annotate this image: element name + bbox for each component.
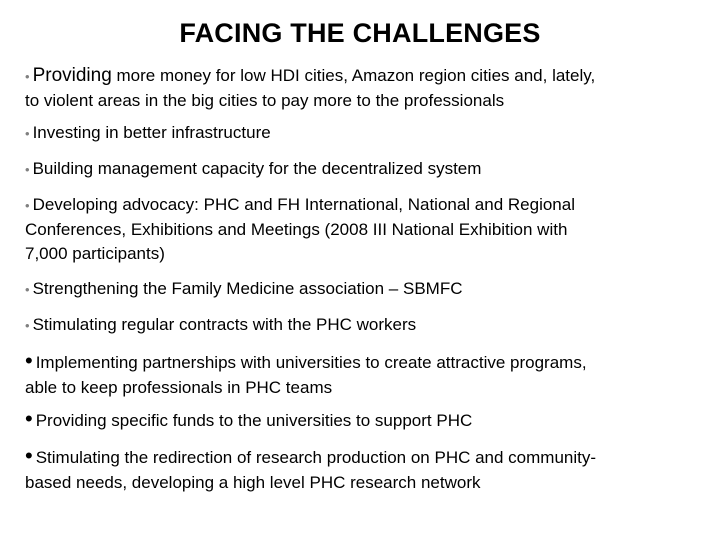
bullet-dot-icon: • — [25, 406, 33, 431]
bullet-dot-icon: • — [25, 318, 30, 333]
bullet-item-9 — [25, 444, 710, 495]
bullet-item-8 — [25, 407, 710, 434]
bullet-item-4 — [25, 193, 710, 266]
bullet-dot-icon: • — [25, 69, 30, 84]
bullet-text: Building management capacity for the decentralized system — [32, 159, 482, 178]
bullet-text: Providing specific funds to the universities to support PHC — [35, 411, 473, 430]
bullet-dot-icon: • — [25, 162, 30, 177]
bullet-text-continued: based needs, developing a high level PHC research network — [25, 473, 481, 492]
bullet-item-5 — [25, 277, 710, 302]
bullet-text-continued: 7,000 participants) — [25, 244, 165, 263]
bullet-item-6 — [25, 313, 710, 338]
bullet-item-2 — [25, 121, 710, 146]
bullet-lead-text: Providing — [32, 65, 112, 86]
bullet-text: more money for low HDI cities, Amazon region cities and, lately, — [111, 66, 596, 85]
bullet-text: Stimulating the redirection of research production on PHC and community- — [35, 448, 597, 467]
bullet-dot-icon: • — [25, 126, 30, 141]
bullet-text-continued: to violent areas in the big cities to pay more to the professionals — [25, 91, 505, 110]
bullet-item-3 — [25, 157, 710, 182]
bullet-item-7 — [25, 349, 710, 400]
bullet-item-1 — [25, 64, 710, 113]
bullet-dot-icon: • — [25, 348, 33, 373]
bullet-dot-icon: • — [25, 282, 30, 297]
bullet-text: Implementing partnerships with universities to create attractive programs, — [35, 353, 587, 372]
bullet-dot-icon: • — [25, 443, 33, 468]
bullet-text: Strengthening the Family Medicine association – SBMFC — [32, 279, 463, 298]
bullet-text: Stimulating regular contracts with the PHC workers — [32, 315, 417, 334]
bullet-dot-icon: • — [25, 198, 30, 213]
bullet-text: Developing advocacy: PHC and FH International, National and Regional — [32, 195, 575, 214]
bullet-text-continued: able to keep professionals in PHC teams — [25, 378, 333, 397]
slide-title: FACING THE CHALLENGES — [179, 18, 541, 48]
bullet-text: Investing in better infrastructure — [32, 123, 271, 142]
bullet-text-continued: Conferences, Exhibitions and Meetings (2008 III National Exhibition with — [25, 220, 568, 239]
